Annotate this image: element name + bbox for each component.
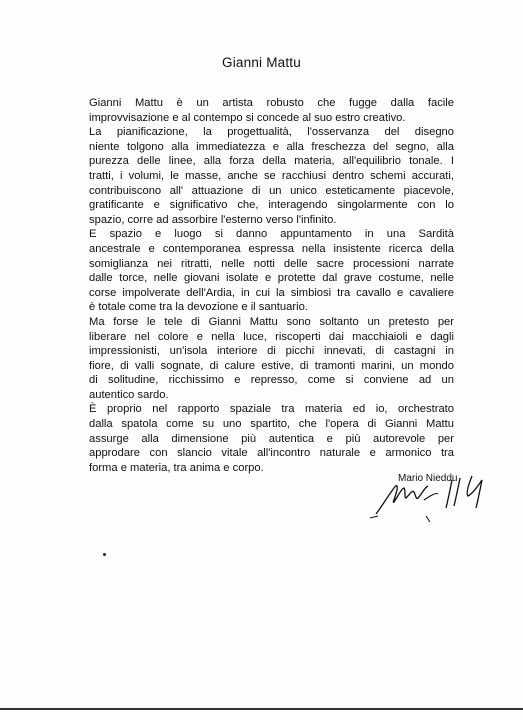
document-body: [89, 96, 454, 475]
paragraph-line: niente tolgono alla immediatezza e alla freschezza del segno, alla: [89, 140, 454, 153]
paragraph-line: gratificante e significativo che, interagendo singolarmente con lo: [89, 199, 454, 212]
paragraph-line: Ma forse le tele di Gianni Mattu sono soltanto un pretesto per: [89, 315, 454, 328]
handwritten-signature: [368, 466, 498, 526]
speck-mark: [103, 553, 106, 556]
paragraph: [89, 125, 454, 227]
paragraph-line: La pianificazione, la progettualità, l'osservanza del disegno: [89, 126, 454, 139]
paragraph-line: è totale come tra la devozione e il santuario.: [89, 301, 308, 314]
paragraph-line: corse impolverate dell'Ardia, in cui la simbiosi tra cavallo e cavaliere: [89, 286, 454, 299]
paragraph-line: dalla spatola come su uno spartito, che l'opera di Gianni Mattu: [89, 418, 454, 431]
paragraph-line: approdare con slancio vitale all'incontro naturale e armonico tra: [89, 447, 454, 460]
paragraph-line: improvvisazione e al contempo si concede al suo estro creativo.: [89, 111, 406, 124]
paragraph-line: tratti, i volumi, le masse, anche se racchiusi dentro schemi accurati,: [89, 169, 454, 182]
paragraph-line: autentico sardo.: [89, 388, 169, 401]
paragraph-line: spazio, corre ad assorbire l'esterno verso l'infinito.: [89, 213, 337, 226]
paragraph: [89, 96, 454, 125]
paragraph-line: contribuiscono all' attuazione di un unico esteticamente piacevole,: [89, 184, 454, 197]
paragraph-line: È proprio nel rapporto spaziale tra materia ed io, orchestrato: [89, 403, 454, 416]
paragraph-line: impressionisti, un'isola interiore di picchi innevati, di castagni in: [89, 345, 454, 358]
paragraph-line: ancestrale e contemporanea espressa nella insistente ricerca della: [89, 242, 454, 255]
paragraph-line: somiglianza nei ritratti, nelle notti delle sacre processioni narrate: [89, 257, 454, 270]
paragraph: [89, 315, 454, 403]
paragraph: [89, 402, 454, 475]
signature-name: Mario Nieddu: [398, 473, 458, 484]
paragraph-line: assurge alla dimensione più autentica e più autorevole per: [89, 432, 454, 445]
paragraph-line: forma e materia, tra anima e corpo.: [89, 461, 264, 474]
paragraph-line: Gianni Mattu è un artista robusto che fugge dalla facile: [89, 97, 454, 109]
document-title: Gianni Mattu: [222, 55, 301, 70]
paragraph-line: purezza delle linee, alla forza della materia, all'equilibrio tonale. I: [89, 155, 454, 168]
paragraph-line: di solitudine, ricchissimo e represso, come si conviene ad un: [89, 374, 454, 387]
paragraph-line: liberare nel colore e nella luce, riscoperti dai macchiaioli e dagli: [89, 330, 454, 343]
page-bottom-border: [0, 708, 523, 710]
paragraph-line: E spazio e luogo si danno appuntamento in una Sardità: [89, 228, 454, 241]
paragraph-line: fiore, di valli sognate, di calure estive, di tramonti marini, un mondo: [89, 359, 454, 372]
paragraph: [89, 227, 454, 315]
paragraph-line: dalle torce, nelle giovani isolate e protette dal grave costume, nelle: [89, 272, 454, 285]
